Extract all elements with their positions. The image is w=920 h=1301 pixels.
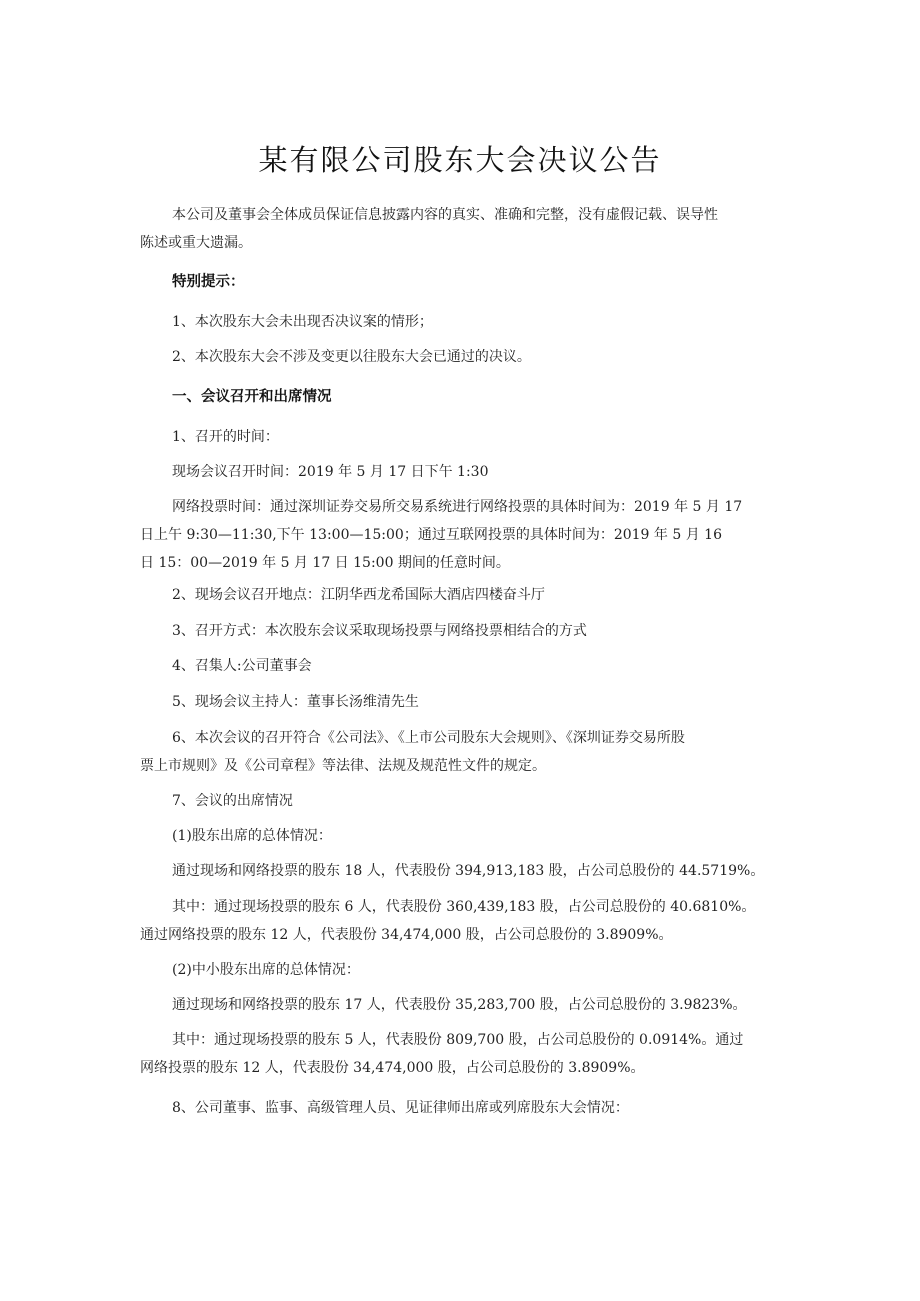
meeting-host: 5、现场会议主持人：董事长汤维清先生	[172, 694, 419, 710]
attendance-heading: 7、会议的出席情况	[172, 793, 293, 809]
minority-detail-paragraph	[140, 1026, 780, 1082]
special-item-1: 1、本次股东大会未出现否决议案的情形；	[172, 314, 433, 330]
shareholders-detail-line-2: 通过网络投票的股东 12 人，代表股份 34,474,000 股，占公司总股份的 3.8909%。	[140, 927, 673, 943]
shareholders-detail-paragraph	[140, 893, 780, 949]
minority-detail-line-1: 其中：通过现场投票的股东 5 人，代表股份 809,700 股，占公司总股份的 0.0914%。通过	[172, 1032, 744, 1048]
minority-total-heading: (2)中小股东出席的总体情况：	[172, 962, 360, 978]
page-title: 某有限公司股东大会决议公告	[258, 143, 662, 177]
section-heading: 一、会议召开和出席情况	[172, 389, 332, 405]
online-time-line-2: 日上午 9:30—11:30,下午 13:00—15:00；通过互联网投票的具体时间为：2019 年 5 月 16	[140, 527, 722, 543]
meeting-location: 2、现场会议召开地点：江阴华西龙希国际大酒店四楼奋斗厅	[172, 587, 545, 603]
minority-total-line: 通过现场和网络投票的股东 17 人，代表股份 35,283,700 股，占公司总股份的 3.9823%。	[172, 997, 747, 1013]
meeting-convener: 4、召集人:公司董事会	[172, 658, 312, 674]
onsite-time: 现场会议召开时间：2019 年 5 月 17 日下午 1:30	[172, 464, 489, 480]
online-time-paragraph	[140, 493, 780, 577]
intro-line-1: 本公司及董事会全体成员保证信息披露内容的真实、准确和完整，没有虚假记载、误导性	[172, 207, 718, 223]
item-8: 8、公司董事、监事、高级管理人员、见证律师出席或列席股东大会情况：	[172, 1100, 629, 1116]
time-heading: 1、召开的时间：	[172, 429, 279, 445]
compliance-line-1: 6、本次会议的召开符合《公司法》、《上市公司股东大会规则》、《深圳证券交易所股	[172, 730, 685, 746]
online-time-line-3: 日 15：00—2019 年 5 月 17 日 15:00 期间的任意时间。	[140, 555, 510, 571]
minority-detail-line-2: 网络投票的股东 12 人，代表股份 34,474,000 股，占公司总股份的 3.8909%。	[140, 1060, 645, 1076]
meeting-method: 3、召开方式：本次股东会议采取现场投票与网络投票相结合的方式	[172, 623, 587, 639]
shareholders-total-line: 通过现场和网络投票的股东 18 人，代表股份 394,913,183 股，占公司总股份的 44.5719%。	[172, 863, 765, 879]
compliance-paragraph	[140, 724, 780, 780]
compliance-line-2: 票上市规则》及《公司章程》等法律、法规及规范性文件的规定。	[140, 758, 546, 774]
intro-paragraph	[140, 201, 780, 257]
intro-line-2: 陈述或重大遗漏。	[140, 235, 252, 251]
special-heading: 特别提示：	[172, 274, 245, 290]
online-time-line-1: 网络投票时间：通过深圳证券交易所交易系统进行网络投票的具体时间为：2019 年 5 月 17	[172, 499, 743, 515]
shareholders-detail-line-1: 其中：通过现场投票的股东 6 人，代表股份 360,439,183 股，占公司总股份的 40.6810%。	[172, 899, 756, 915]
shareholders-total-heading: (1)股东出席的总体情况：	[172, 828, 332, 844]
special-item-2: 2、本次股东大会不涉及变更以往股东大会已通过的决议。	[172, 349, 531, 365]
